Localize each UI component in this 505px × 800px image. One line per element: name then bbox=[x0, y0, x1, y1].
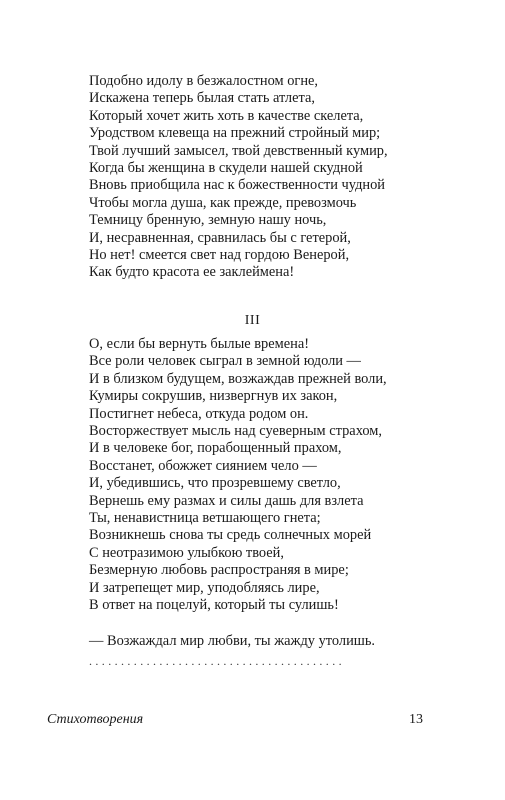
poem-line: Все роли человек сыграл в земной юдоли — bbox=[89, 353, 361, 370]
poem-line: Возникнешь снова ты средь солнечных морей bbox=[89, 527, 372, 544]
poem-line: Искажена теперь былая стать атлета, bbox=[89, 90, 315, 107]
poem-line: И, убедившись, что прозревшему светло, bbox=[89, 475, 341, 492]
poem-line: В ответ на поцелуй, который ты сулишь! bbox=[89, 597, 339, 614]
poem-line: С неотразимою улыбкою твоей, bbox=[89, 544, 284, 561]
poem-line: Постигнет небеса, откуда родом он. bbox=[89, 405, 309, 422]
poem-line: Когда бы женщина в скудели нашей скудной bbox=[89, 160, 363, 177]
stanza-1 bbox=[89, 73, 429, 282]
poem-line: Чтобы могла душа, как прежде, превозмочь bbox=[89, 194, 357, 211]
page-number: 13 bbox=[409, 712, 423, 727]
ellipsis-dots: ........................................ bbox=[89, 654, 345, 668]
poem-line: Уродством клевеща на прежний стройный мир; bbox=[89, 125, 381, 142]
poem-line: Вновь приобщила нас к божественности чудной bbox=[89, 177, 385, 194]
running-footer-title: Стихотворения bbox=[47, 712, 144, 727]
poem-line: Восстанет, обожжет сиянием чело — bbox=[89, 457, 317, 474]
poem-line: Подобно идолу в безжалостном огне, bbox=[89, 73, 318, 89]
poem-line: Который хочет жить хоть в качестве скелета, bbox=[89, 107, 364, 124]
poem-line: Но нет! смеется свет над гордою Венерой, bbox=[89, 247, 350, 264]
section-number: III bbox=[244, 313, 261, 328]
poem-line: Кумиры сокрушив, низвергнув их закон, bbox=[89, 388, 338, 405]
poem-line: Твой лучший замысел, твой девственный кумир, bbox=[89, 142, 388, 159]
poem-line: Темницу бренную, земную нашу ночь, bbox=[89, 212, 327, 229]
poem-line: И в близком будущем, возжаждав прежней воли, bbox=[89, 370, 387, 387]
poem-line: И в человеке бог, порабощенный прахом, bbox=[89, 440, 342, 457]
poem-line: Ты, ненавистница ветшающего гнета; bbox=[89, 510, 321, 527]
poem-line: Вернешь ему размах и силы дашь для взлета bbox=[89, 492, 364, 509]
poem-line: Безмерную любовь распространяя в мире; bbox=[89, 562, 349, 579]
poem-line: И затрепещет мир, уподобляясь лире, bbox=[89, 579, 320, 596]
final-line: — Возжаждал мир любви, ты жажду утолишь. bbox=[89, 633, 376, 649]
poem-line: О, если бы вернуть былые времена! bbox=[89, 336, 310, 352]
poem-line: И, несравненная, сравнилась бы с гетерой, bbox=[89, 229, 351, 246]
poem-line: Как будто красота ее заклеймена! bbox=[89, 264, 295, 281]
poem-line: Восторжествует мысль над суеверным страхом, bbox=[89, 423, 382, 440]
stanza-2 bbox=[89, 336, 429, 615]
